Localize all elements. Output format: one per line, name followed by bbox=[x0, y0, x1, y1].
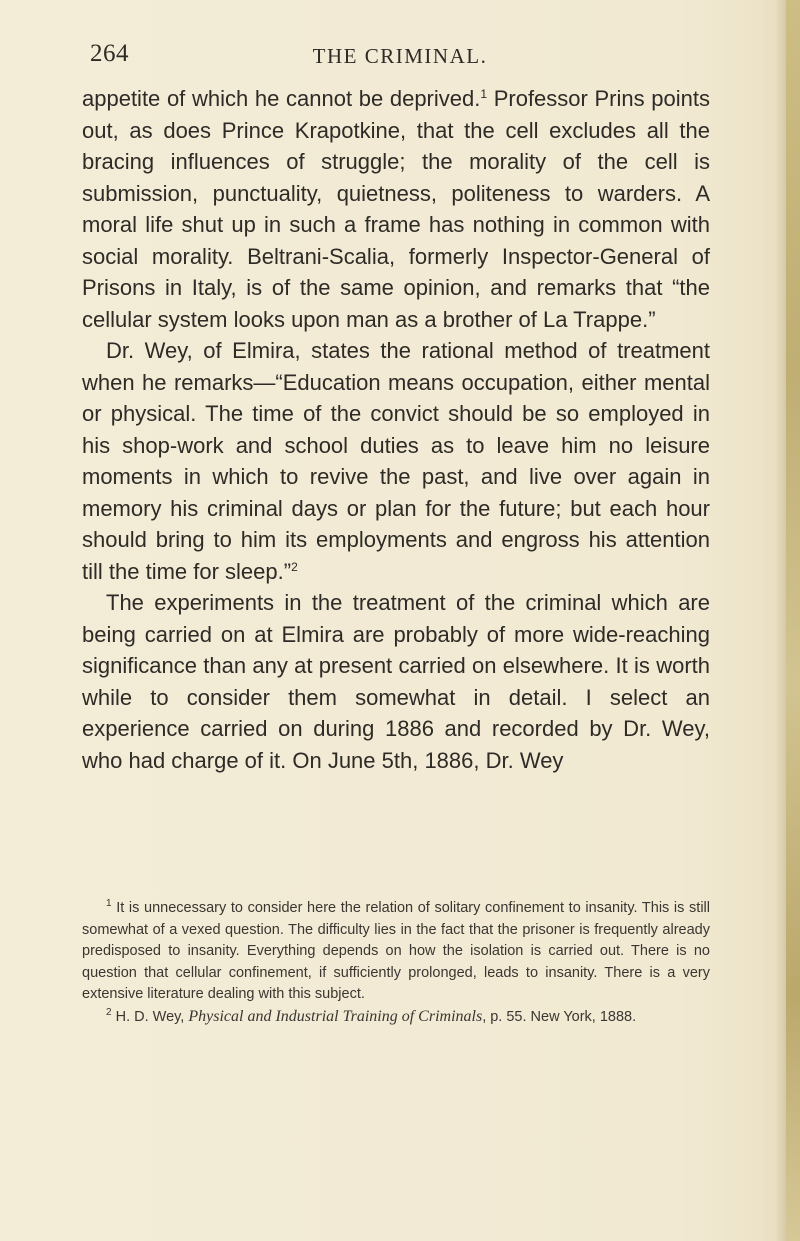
footnote-ref-1: 1 bbox=[480, 87, 488, 101]
paragraph-1-text-b: Professor Prins points out, as does Prince Krapotkine, that the cell excludes all the bracing influences of struggle; the morality of the cell is submission, punctuality, quietness, politeness to warders. A moral life shut up in such a frame has nothing in common with social morality. Beltrani-Scalia, formerly Inspector-General of Prisons in Italy, is of the same opinion, and remarks that “the cellular system looks upon man as a brother of La Trappe.” bbox=[82, 86, 711, 332]
footnote-1 bbox=[82, 898, 710, 1006]
footnote-ref-2: 2 bbox=[291, 559, 298, 574]
paragraph-2 bbox=[82, 335, 710, 587]
footnote-2 bbox=[82, 1006, 710, 1029]
footnote-2-rest: , p. 55. New York, 1888. bbox=[482, 1008, 637, 1025]
paragraph-2-text: Dr. Wey, of Elmira, states the rational method of treatment when he remarks—“Education means occupation, either mental or physical. The time of the convict should be so employed in his shop-work and school duties as to leave him no leisure moments in which to revive the past, and live over again in memory his criminal days or plan for the future; but each hour should bring to him its employments and engross his attention till the time for sleep.” bbox=[82, 338, 710, 584]
footnote-2-author: H. D. Wey, bbox=[111, 1008, 189, 1025]
page-edge-shadow bbox=[776, 0, 786, 1241]
body-text bbox=[82, 83, 710, 776]
page-header bbox=[90, 40, 710, 74]
footnote-1-text: It is unnecessary to consider here the relation of solitary confinement to insanity. This is still somewhat of a vexed question. The difficulty lies in the fact that the prisoner is frequently already predisposed to insanity. Everything depends on how the isolation is carried out. There is no question that cellular confinement, if sufficiently prolonged, leads to insanity. There is a very extensive literature dealing with this subject. bbox=[82, 900, 710, 1002]
page-number: 264 bbox=[90, 40, 129, 67]
paragraph-3 bbox=[82, 587, 710, 776]
footnote-2-title: Physical and Industrial Training of Criminals bbox=[188, 1007, 483, 1025]
paragraph-3-text: The experiments in the treatment of the criminal which are being carried on at Elmira are probably of more wide-reaching significance than any at present carried on elsewhere. It is worth while to consider them somewhat in detail. I select an experience carried on during 1886 and recorded by Dr. Wey, who had charge of it. On June 5th, 1886, Dr. Wey bbox=[82, 590, 710, 773]
footnotes bbox=[82, 898, 710, 1028]
paragraph-1-text-a: appetite of which he cannot be deprived. bbox=[82, 86, 481, 111]
paragraph-1 bbox=[82, 83, 710, 335]
footnote-2-mark: 2 bbox=[106, 1006, 112, 1018]
page-edge bbox=[786, 0, 800, 1241]
running-title: THE CRIMINAL. bbox=[312, 44, 488, 68]
footnote-1-mark: 1 bbox=[106, 898, 112, 909]
